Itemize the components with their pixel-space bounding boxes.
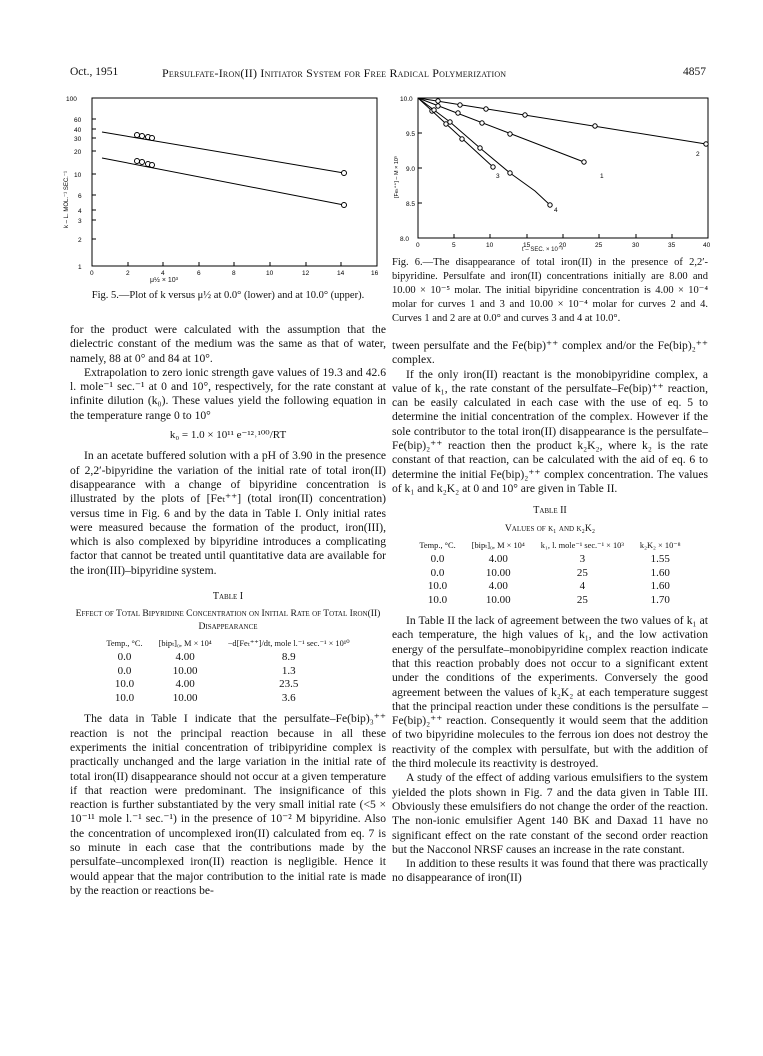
fig5-ytick: 6 bbox=[78, 193, 82, 200]
paragraph: Extrapolation to zero ionic strength gave values of 19.3 and 42.6 l. mole⁻¹ sec.⁻¹ at 0 and 10°, respectively, for the rate constant at infinite dilution (k₀). These values yield the following equation in the temperature range 0 to 10° bbox=[70, 365, 386, 422]
fig5-lower-line bbox=[102, 158, 344, 205]
header-date: Oct., 1951 bbox=[70, 66, 119, 78]
fig6-xtick: 0 bbox=[416, 242, 420, 249]
paragraph: In an acetate buffered solution with a pH of 3.90 in the presence of 2,2′-bipyridine the variation of the initial rate of total iron(II) disappearance with a change of bipyridine concentration is illustrated by the plots of [Feₜ⁺⁺] (total iron(II) concentration) versus time in Fig. 6 and by the data in Table I. Only initial rates were measured because the formation of the product, iron(III), which is also complexed by bipyridine introduces a complicating factor that cannot be treated until quantitative data are available for the iron(III)–bipyridine system. bbox=[70, 449, 386, 577]
fig6-xtick: 25 bbox=[595, 242, 603, 249]
fig6-curve-4 bbox=[418, 98, 550, 205]
figure-6-plot bbox=[390, 88, 716, 250]
cell: 10.00 bbox=[485, 593, 511, 606]
fig5-ytick: 3 bbox=[78, 218, 82, 225]
fig5-xtick: 0 bbox=[90, 270, 94, 277]
cell: 1.70 bbox=[650, 593, 670, 606]
cell: 10.00 bbox=[172, 691, 198, 704]
fig6-xlabel: t – SEC. × 10⁻³ bbox=[522, 247, 564, 253]
table-row bbox=[411, 593, 688, 607]
cell: 1.60 bbox=[650, 580, 670, 593]
paragraph: In addition to these results it was found that there was practically no disappearance of iron(II) bbox=[392, 857, 708, 885]
fig6-ytick: 10.0 bbox=[400, 96, 413, 103]
paragraph: for the product were calculated with the assumption that the dielectric constant of the medium was the same as that of water, namely, 88 at 0° and 84 at 10°. bbox=[70, 323, 386, 365]
table-row bbox=[98, 677, 357, 691]
cell: 8.9 bbox=[281, 651, 296, 664]
equation: k₀ = 1.0 × 10¹¹ e⁻¹²˒¹⁰⁰/RT bbox=[169, 429, 287, 442]
cell: 4.00 bbox=[175, 651, 195, 664]
paragraph: In Table II the lack of agreement between the two values of k₁ at each temperature, the high values of k₁, and the low activation energy of the persulfate–monobipyridine complex reaction indicate that this reaction probably does not occur to a significant extent under the conditions of the experiments. Conversely the good agreement between the values of k₂K₂ at each temperature suggest that the principal reaction under these conditions is the persulfate –Fe(bip)₂⁺⁺ reaction. Consequently it would seem that the addition of two bipyridine molecules to the ferrous ion does not destroy the reactivity of the complex with persulfate, but with the addition of the third molecule its reactivity is destroyed. bbox=[392, 614, 708, 771]
fig6-xtick: 5 bbox=[452, 242, 456, 249]
fig6-xtick: 40 bbox=[703, 242, 711, 249]
fig6-xtick: 10 bbox=[486, 242, 494, 249]
fig5-ylabel: k – L. MOL.⁻¹ SEC.⁻¹ bbox=[64, 170, 70, 228]
fig5-xtick: 4 bbox=[161, 270, 165, 277]
fig5-ytick: 100 bbox=[66, 96, 77, 103]
fig5-upper-line bbox=[102, 132, 344, 173]
table-1-label: Table I bbox=[212, 591, 244, 603]
table-2-title: Values of k₁ and k₂K₂ bbox=[504, 522, 596, 534]
left-column bbox=[70, 323, 386, 898]
right-column bbox=[392, 339, 708, 886]
fig6-xtick: 20 bbox=[559, 242, 567, 249]
figure-6-caption: Fig. 6.—The disappearance of total iron(II) in the presence of 2,2′-bipyridine. Persulfate and iron(II) concentrations initially are 8.00 and 10.00 × 10⁻⁵ molar. The initial bipyridine concentration is 4.00 × 10⁻⁴ molar for curves 1 and 3 and 10.00 × 10⁻⁴ molar for curves 2 and 4. Curves 1 and 2 are at 0.0° and curves 3 and 4 at 10.0°. bbox=[392, 257, 708, 324]
cell: 0.0 bbox=[117, 651, 132, 664]
fig5-ytick: 40 bbox=[74, 127, 82, 134]
cell: 4.00 bbox=[488, 553, 508, 566]
table-2 bbox=[411, 541, 688, 606]
table-row bbox=[98, 691, 357, 705]
table-row bbox=[411, 579, 688, 593]
cell: 1.55 bbox=[650, 553, 670, 566]
fig5-xtick: 14 bbox=[337, 270, 345, 277]
fig6-ytick: 8.0 bbox=[400, 236, 410, 243]
fig6-curve-label: 4 bbox=[554, 207, 558, 214]
header-page-number: 4857 bbox=[683, 66, 706, 78]
cell: 1.3 bbox=[281, 664, 296, 677]
cell: 10.0 bbox=[427, 580, 448, 593]
fig5-ytick: 20 bbox=[74, 149, 82, 156]
fig5-xtick: 6 bbox=[197, 270, 201, 277]
table-header: [bipₜ]₀, M × 10⁴ bbox=[471, 541, 525, 551]
fig6-curve-label: 3 bbox=[496, 173, 500, 180]
table-header: k₂K₂ × 10⁻⁸ bbox=[639, 541, 681, 551]
fig5-ytick: 2 bbox=[78, 237, 82, 244]
fig5-ytick: 60 bbox=[74, 117, 82, 124]
paragraph: The data in Table I indicate that the persulfate–Fe(bip)₃⁺⁺ reaction is not the principal reaction because in all these experiments the initial concentration of tribipyridine complex is practically unchanged and the large variation in the initial rate of total iron(II) disappearance should not occur at a given temperature if that reaction were predominant. The insignificance of this reaction is further substantiated by the very small initial rate (<5 × 10⁻¹¹ mole l.⁻¹ sec.⁻¹) in the presence of 10⁻² M bipyridine. Also the concentration of uncomplexed iron(II) calculated from eq. 7 is so minute in each case that the contributions made by the persulfate–uncomplexed iron(II) reaction is negligible. Hence it would appear that the major contribution to the initial rate is made by the reaction or reactions be- bbox=[70, 712, 386, 897]
paragraph: A study of the effect of adding various emulsifiers to the system yielded the plots shown in Fig. 7 and the data given in Table III. Obviously these emulsifiers do not change the order of the reaction. The non-ionic emulsifier Agent 140 BK and Daxad 11 have no significant effect on the rate constant of the second order reaction but the Nacconol NRSF causes an increase in the rate constant. bbox=[392, 771, 708, 856]
fig6-ytick: 8.5 bbox=[406, 201, 416, 208]
table-header: Temp., °C. bbox=[419, 541, 456, 551]
cell: 10.0 bbox=[114, 678, 135, 691]
table-row bbox=[411, 552, 688, 566]
fig5-frame bbox=[92, 98, 377, 266]
table-row bbox=[411, 566, 688, 580]
table-2-label: Table II bbox=[533, 505, 567, 517]
table-1 bbox=[98, 639, 357, 704]
fig6-curve-1 bbox=[418, 98, 584, 162]
cell: 10.00 bbox=[485, 566, 511, 579]
fig6-ylabel: [Feₜ⁺⁺] – M × 10⁵ bbox=[394, 155, 400, 198]
cell: 0.0 bbox=[117, 664, 132, 677]
cell: 25 bbox=[576, 566, 588, 579]
cell: 4 bbox=[579, 580, 586, 593]
fig6-xtick: 15 bbox=[523, 242, 531, 249]
table-row bbox=[98, 664, 357, 678]
cell: 23.5 bbox=[279, 678, 299, 691]
cell: 4.00 bbox=[488, 580, 508, 593]
table-header: [bipₜ]₀, M × 10⁴ bbox=[158, 639, 212, 649]
cell: 4.00 bbox=[175, 678, 195, 691]
fig5-ytick: 10 bbox=[74, 172, 82, 179]
table-row bbox=[98, 650, 357, 664]
table-header: Temp., °C. bbox=[106, 639, 143, 649]
cell: 0.0 bbox=[430, 553, 445, 566]
fig6-curve-label: 2 bbox=[696, 151, 700, 158]
fig6-xtick: 30 bbox=[632, 242, 640, 249]
fig6-ytick: 9.0 bbox=[406, 166, 416, 173]
cell: 3.6 bbox=[281, 691, 296, 704]
fig5-xtick: 2 bbox=[126, 270, 130, 277]
cell: 25 bbox=[576, 593, 588, 606]
fig5-ytick: 30 bbox=[74, 136, 82, 143]
fig5-xtick: 12 bbox=[302, 270, 310, 277]
table-header: −d[Feₜ⁺⁺]/dt, mole l.⁻¹ sec.⁻¹ × 10¹⁰ bbox=[227, 639, 350, 649]
cell: 1.60 bbox=[650, 566, 670, 579]
fig5-xtick: 10 bbox=[266, 270, 274, 277]
table-1-title: Effect of Total Bipyridine Concentration on Initial Rate of Total Iron(II) Disappearance bbox=[75, 608, 381, 632]
paragraph: tween persulfate and the Fe(bip)⁺⁺ complex and/or the Fe(bip)₂⁺⁺ complex. bbox=[392, 339, 708, 367]
cell: 10.0 bbox=[427, 593, 448, 606]
cell: 0.0 bbox=[430, 566, 445, 579]
fig6-curve-label: 1 bbox=[600, 173, 604, 180]
table-header: k₁, l. mole⁻¹ sec.⁻¹ × 10³ bbox=[540, 541, 624, 551]
fig6-ytick: 9.5 bbox=[406, 131, 416, 138]
fig5-xlabel: μ½ × 10³ bbox=[150, 277, 178, 284]
fig5-ytick: 4 bbox=[78, 208, 82, 215]
cell: 10.00 bbox=[172, 664, 198, 677]
paragraph: If the only iron(II) reactant is the monobipyridine complex, a value of k₁, the rate constant of the persulfate–Fe(bip)⁺⁺ reaction, can be easily calculated in each case with the use of eq. 5 to determine the initial concentration of the complex. However if the sole contributor to the total iron(II) disappearance is the persulfate–Fe(bip)₂⁺⁺ reaction then the product k₂K₂, where k₂ is the rate constant of that reaction, can be calculated with the aid of eq. 6 to determine the initial Fe(bip)₂⁺⁺ complex concentration. The values of k₁ and k₂K₂ at 0 and 10° are given in Table II. bbox=[392, 367, 708, 495]
fig5-xtick: 8 bbox=[232, 270, 236, 277]
fig6-frame bbox=[418, 98, 708, 238]
fig6-xtick: 35 bbox=[668, 242, 676, 249]
figure-5-caption: Fig. 5.—Plot of k versus μ½ at 0.0° (lower) and at 10.0° (upper). bbox=[91, 290, 365, 301]
cell: 3 bbox=[579, 553, 586, 566]
cell: 10.0 bbox=[114, 691, 135, 704]
figure-5-plot bbox=[62, 88, 384, 278]
fig5-ytick: 1 bbox=[78, 264, 82, 271]
header-title: Persulfate-Iron(II) Initiator System for Free Radical Polymerization bbox=[162, 66, 507, 80]
fig5-xtick: 16 bbox=[371, 270, 379, 277]
